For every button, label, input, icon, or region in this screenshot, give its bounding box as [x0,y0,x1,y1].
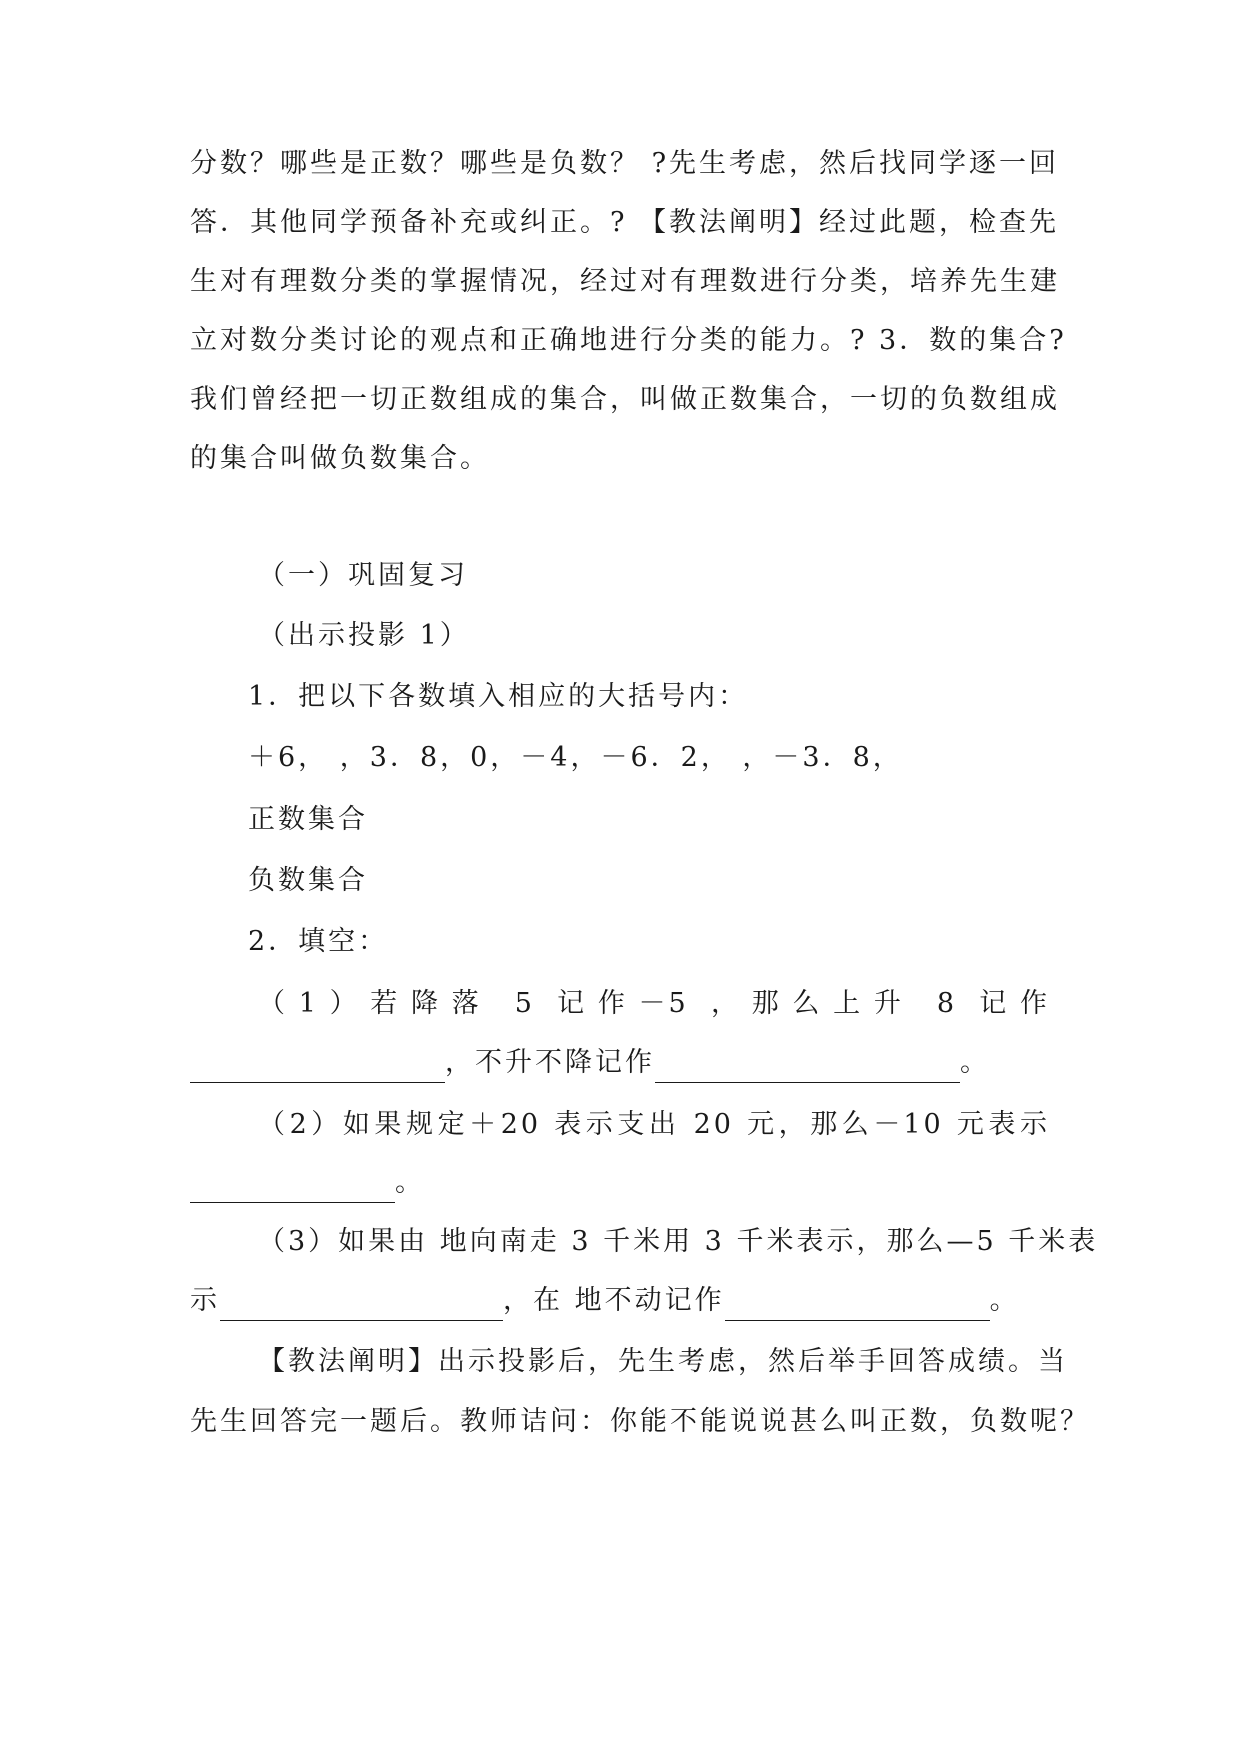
negative-set-label: 负数集合 [248,865,368,896]
question-2-1-answer-line [190,1043,990,1083]
section-heading: （一）巩固复习 [258,560,468,591]
paragraph-line: 的集合叫做负数集合。 [190,443,490,474]
paragraph-line: 先生回答完一题后。教师诘问：你能不能说说甚么叫正数，负数呢？ [190,1406,1090,1437]
question-2-title: 2．填空： [248,926,389,957]
blank-end-text: 。 [989,1285,1020,1316]
question-2-2-answer-line [190,1163,425,1203]
paragraph-line: 答．其他同学预备补充或纠正。? 【教法阐明】经过此题，检查先 [190,207,1060,238]
paragraph-line: 生对有理数分类的掌握情况，经过对有理数进行分类，培养先生建 [190,266,1060,297]
answer-blank[interactable] [190,1052,445,1083]
question-2-2-line: （2）如果规定＋20 表示支出 20 元，那么－10 元表示 [258,1109,1050,1140]
paragraph-line: 分数？哪些是正数？哪些是负数？ ?先生考虑，然后找同学逐一回 [190,148,1060,179]
paragraph-line: 【教法阐明】出示投影后，先生考虑，然后举手回答成绩。当 [258,1346,1068,1377]
blank-end-text: 。 [395,1167,425,1198]
question-2-3-line: （3）如果由 地向南走 3 千米用 3 千米表示，那么—5 千米表 [258,1226,1099,1257]
question-1-title: 1．把以下各数填入相应的大括号内： [248,681,749,712]
blank-end-text: 。 [960,1047,990,1078]
projection-note: （出示投影 1） [258,620,470,651]
blank-connector-text: ，在 地不动记作 [503,1285,725,1316]
positive-set-label: 正数集合 [248,804,368,835]
answer-blank[interactable] [725,1290,990,1321]
blank-connector-text: ，不升不降记作 [445,1047,655,1078]
question-2-3-answer-line [190,1281,1020,1321]
answer-blank[interactable] [655,1052,960,1083]
question-2-1-line: （1）若降落 5 记作－5 ，那么上升 8 记作 [258,988,1050,1019]
paragraph-line: 我们曾经把一切正数组成的集合，叫做正数集合，一切的负数组成 [190,384,1060,415]
paragraph-line: 立对数分类讨论的观点和正确地进行分类的能力。? 3．数的集合? [190,325,1067,356]
blank-start-text: 示 [190,1285,220,1316]
question-1-numbers: ＋6， ，3．8，0，－4，－6．2， ，－3．8， [248,742,903,773]
answer-blank[interactable] [220,1290,503,1321]
answer-blank[interactable] [190,1172,395,1203]
